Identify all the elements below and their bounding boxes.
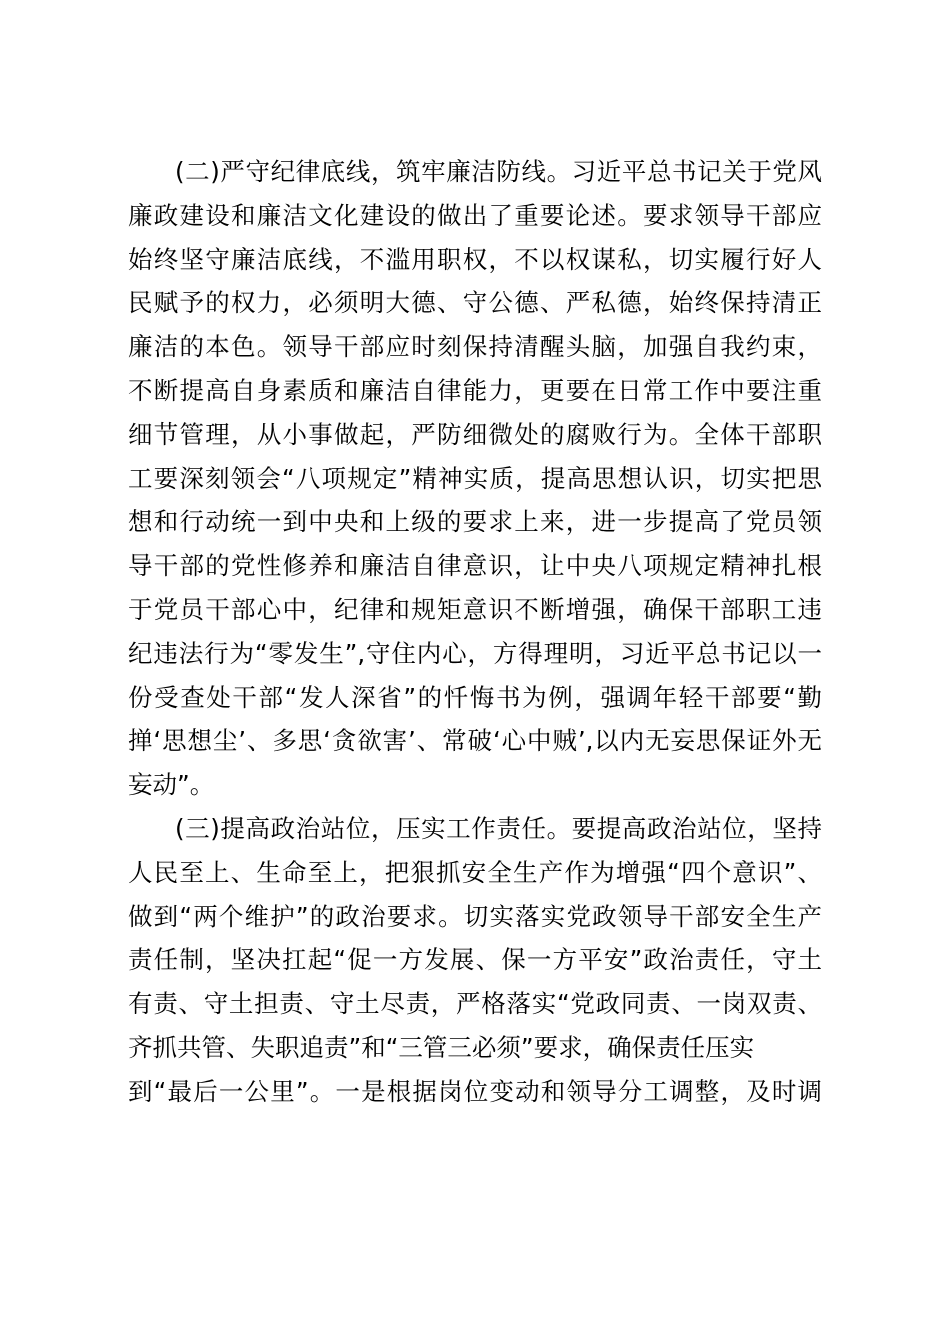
paragraph-line: 廉洁的本色。领导干部应时刻保持清醒头脑，加强自我约束， bbox=[128, 332, 822, 362]
paragraph-line: (三)提高政治站位，压实工作责任。要提高政治站位，坚持 bbox=[175, 813, 822, 843]
paragraph-line: 做到“两个维护”的政治要求。切实落实党政领导干部安全生产 bbox=[128, 901, 822, 931]
paragraph-line: 始终坚守廉洁底线，不滥用职权，不以权谋私，切实履行好人 bbox=[128, 244, 822, 274]
paragraph-line: 民赋予的权力，必须明大德、守公德、严私德，始终保持清正 bbox=[128, 288, 822, 318]
paragraph-line: 纪违法行为“零发生”,守住内心，方得理明，习近平总书记以一 bbox=[128, 638, 822, 668]
paragraph-line: 掸‘思想尘’、多思‘贪欲害’、常破‘心中贼’,以内无妄思保证外无 bbox=[128, 726, 822, 756]
paragraph-line: 份受查处干部“发人深省”的忏悔书为例，强调年轻干部要“勤 bbox=[128, 682, 822, 712]
paragraph-line: 想和行动统一到中央和上级的要求上来，进一步提高了党员领 bbox=[128, 507, 822, 537]
paragraph-line: 不断提高自身素质和廉洁自律能力，更要在日常工作中要注重 bbox=[128, 375, 822, 405]
document-body bbox=[128, 150, 822, 1114]
paragraph-line: 工要深刻领会“八项规定”精神实质，提高思想认识，切实把思 bbox=[128, 463, 822, 493]
paragraph-line: 有责、守土担责、守土尽责，严格落实“党政同责、一岗双责、 bbox=[128, 989, 822, 1019]
paragraph-line: 责任制，坚决扛起“促一方发展、保一方平安”政治责任，守土 bbox=[128, 945, 822, 975]
paragraph-line: 廉政建设和廉洁文化建设的做出了重要论述。要求领导干部应 bbox=[128, 200, 822, 230]
paragraph-line: 妄动”。 bbox=[128, 770, 215, 800]
paragraph-responsibility bbox=[128, 807, 822, 1114]
paragraph-line: 导干部的党性修养和廉洁自律意识，让中央八项规定精神扎根 bbox=[128, 551, 822, 581]
paragraph-line: (二)严守纪律底线，筑牢廉洁防线。习近平总书记关于党风 bbox=[175, 157, 822, 186]
paragraph-line: 到“最后一公里”。一是根据岗位变动和领导分工调整，及时调 bbox=[128, 1076, 822, 1106]
paragraph-line: 齐抓共管、失职追责”和“三管三必须”要求，确保责任压实 bbox=[128, 1032, 755, 1062]
paragraph-line: 细节管理，从小事做起，严防细微处的腐败行为。全体干部职 bbox=[128, 419, 822, 449]
paragraph-discipline bbox=[128, 150, 822, 807]
paragraph-line: 人民至上、生命至上，把狠抓安全生产作为增强“四个意识”、 bbox=[128, 857, 822, 887]
paragraph-line: 于党员干部心中，纪律和规矩意识不断增强，确保干部职工违 bbox=[128, 594, 822, 624]
